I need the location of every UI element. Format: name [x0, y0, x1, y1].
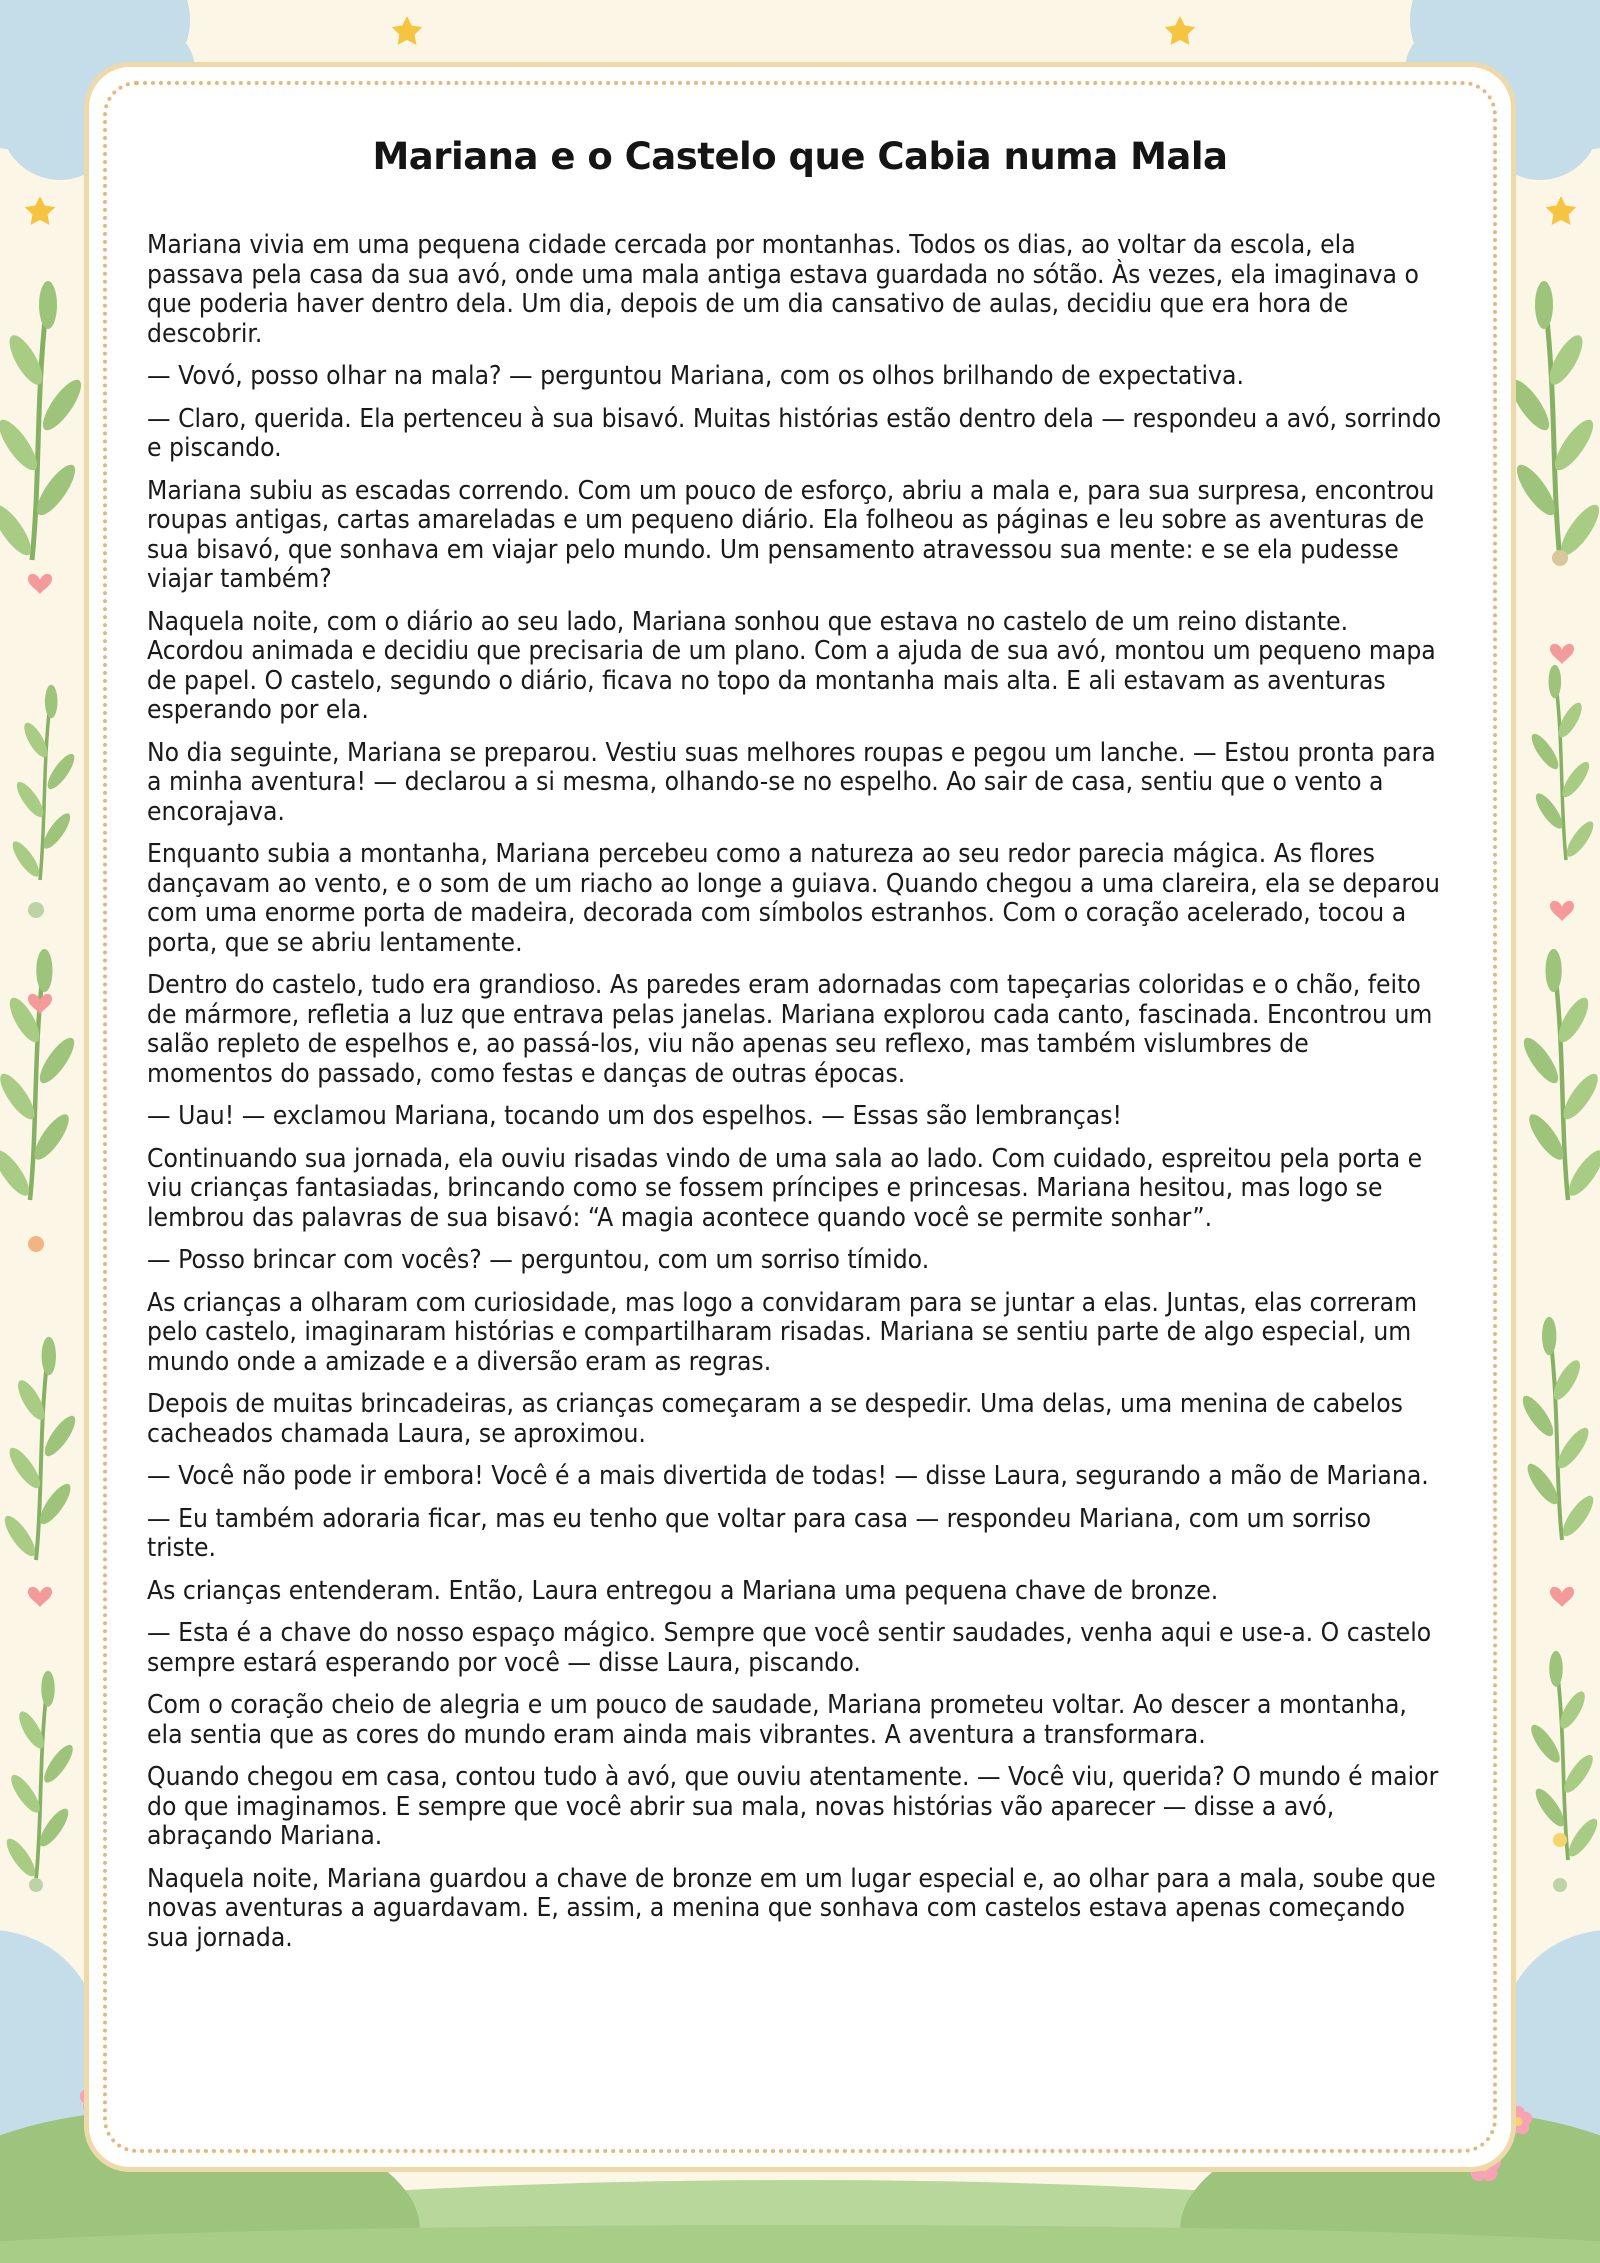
story-paragraph: — Posso brincar com vocês? — perguntou, com um sorriso tímido.	[147, 1245, 930, 1275]
story-paragraph: No dia seguinte, Mariana se preparou. Vestiu suas melhores roupas e pegou um lanche. — Estou pronta para a minha aventura! — declarou a si mesma, olhando-se no espelho. Ao sair de casa, sentiu que o vento a encorajava.	[147, 737, 1436, 827]
leaf-sprig-icon	[1518, 949, 1600, 1200]
leaf-sprig-icon	[0, 281, 87, 560]
story-paragraph: — Eu também adoraria ficar, mas eu tenho que voltar para casa — respondeu Mariana, com um sorriso triste.	[147, 1503, 1372, 1563]
heart-icon	[1550, 901, 1574, 921]
star-icon	[1165, 16, 1195, 45]
leaf-sprig-icon	[0, 949, 80, 1200]
heart-icon	[1550, 1587, 1574, 1607]
story-paragraph: Enquanto subia a montanha, Mariana percebeu como a natureza ao seu redor parecia mágica. As flores dançavam ao vento, e o som de um riacho ao longe a guiava. Quando chegou a uma clareira, ela se deparou com uma enorme porta de madeira, decorada com símbolos estranhos. Com o coração acelerado, tocou a porta, que se abriu lentamente.	[147, 839, 1440, 958]
story-title: Mariana e o Castelo que Cabia numa Mala	[372, 135, 1228, 178]
star-icon	[25, 196, 55, 225]
story-paragraph: Naquela noite, com o diário ao seu lado, Mariana sonhou que estava no castelo de um reino distante. Acordou animada e decidiu que precisaria de um plano. Com a ajuda de sua avó, montou um pequeno mapa de papel. O castelo, segundo o diário, ficava no topo da montanha mais alta. E ali estavam as aventuras esperando por ela.	[147, 606, 1436, 725]
leaf-sprig-icon	[2, 1671, 78, 1880]
story-card	[84, 62, 1516, 2172]
leaf-sprig-icon	[0, 1337, 80, 1560]
heart-icon	[1550, 644, 1574, 664]
story-paragraph: Quando chegou em casa, contou tudo à avó, que ouviu atentamente. — Você viu, querida? O mundo é maior do que imaginamos. E sempre que você abrir sua mala, novas histórias vão aparecer — disse a avó, abraçando Mariana.	[147, 1762, 1439, 1851]
story-paragraph: Mariana vivia em uma pequena cidade cercada por montanhas. Todos os dias, ao voltar da escola, ela passava pela casa da sua avó, onde uma mala antiga estava guardada no sótão. Às vezes, ela imaginava o que poderia haver dentro dela. Um dia, depois de um dia cansativo de aulas, decidiu que era hora de descobrir.	[147, 230, 1419, 349]
star-icon	[392, 16, 422, 45]
story-paragraph: — Esta é a chave do nosso espaço mágico. Sempre que você sentir saudades, venha aqui e use-a. O castelo sempre estará esperando por você — disse Laura, piscando.	[147, 1618, 1432, 1678]
star-icon	[1546, 196, 1576, 225]
story-paragraph: Dentro do castelo, tudo era grandioso. As paredes eram adornadas com tapeçarias coloridas e o chão, feito de mármore, refletia a luz que entrava pelas janelas. Mariana explorou cada canto, fascinada. Encontrou um salão repleto de espelhos e, ao passá-los, viu não apenas seu reflexo, mas também vislumbres de momentos do passado, como festas e danças de outras épocas.	[147, 970, 1433, 1089]
story-paragraph: — Uau! — exclamou Mariana, tocando um dos espelhos. — Essas são lembranças!	[147, 1101, 1123, 1131]
leaf-sprig-icon	[1526, 1651, 1600, 1860]
story-paragraph: Depois de muitas brincadeiras, as crianças começaram a se despedir. Uma delas, uma menina de cabelos cacheados chamada Laura, se aproximou.	[147, 1389, 1403, 1449]
story-body	[147, 231, 1442, 1966]
story-paragraph: Mariana subiu as escadas correndo. Com um pouco de esforço, abriu a mala e, para sua surpresa, encontrou roupas antigas, cartas amareladas e um pequeno diário. Ela folheou as páginas e leu sobre as aventuras de sua bisavó, que sonhava em viajar pelo mundo. Um pensamento atravessou sua mente: e se ela pudesse viajar também?	[147, 475, 1435, 594]
story-paragraph: — Vovó, posso olhar na mala? — perguntou Mariana, com os olhos brilhando de expectativa.	[147, 361, 1245, 391]
story-paragraph: Continuando sua jornada, ela ouviu risadas vindo de uma sala ao lado. Com cuidado, espreitou pela porta e viu crianças fantasiadas, brincando como se fossem príncipes e princesas. Mariana hesitou, mas logo se lembrou das palavras de sua bisavó: “A magia acontece quando você se permite sonhar”.	[147, 1143, 1423, 1233]
story-paragraph: As crianças a olharam com curiosidade, mas logo a convidaram para se juntar a elas. Juntas, elas correram pelo castelo, imaginaram histórias e compartilharam risadas. Mariana se sentiu parte de algo especial, um mundo onde a amizade e a diversão eram as regras.	[147, 1287, 1418, 1377]
story-paragraph: — Claro, querida. Ela pertenceu à sua bisavó. Muitas histórias estão dentro dela — respondeu a avó, sorrindo e piscando.	[147, 403, 1442, 463]
story-paragraph: Naquela noite, Mariana guardou a chave de bronze em um lugar especial e, ao olhar para a mala, soube que novas aventuras a aguardavam. E, assim, a menina que sonhava com castelos estava apenas começando sua jornada.	[147, 1863, 1436, 1953]
story-paragraph: As crianças entenderam. Então, Laura entregou a Mariana uma pequena chave de bronze.	[147, 1575, 1219, 1606]
story-paragraph: Com o coração cheio de alegria e um pouco de saudade, Mariana prometeu voltar. Ao descer a montanha, ela sentia que as cores do mundo eram ainda mais vibrantes. A aventura a transformara.	[147, 1690, 1407, 1750]
leaf-sprig-icon	[1505, 281, 1600, 560]
heart-icon	[28, 1587, 52, 1607]
leaf-sprig-icon	[1518, 1317, 1599, 1540]
leaf-sprig-icon	[8, 685, 79, 881]
heart-icon	[28, 574, 52, 594]
story-paragraph: — Você não pode ir embora! Você é a mais divertida de todas! — disse Laura, segurando a mão de Mariana.	[147, 1461, 1429, 1491]
leaf-sprig-icon	[1527, 665, 1598, 861]
